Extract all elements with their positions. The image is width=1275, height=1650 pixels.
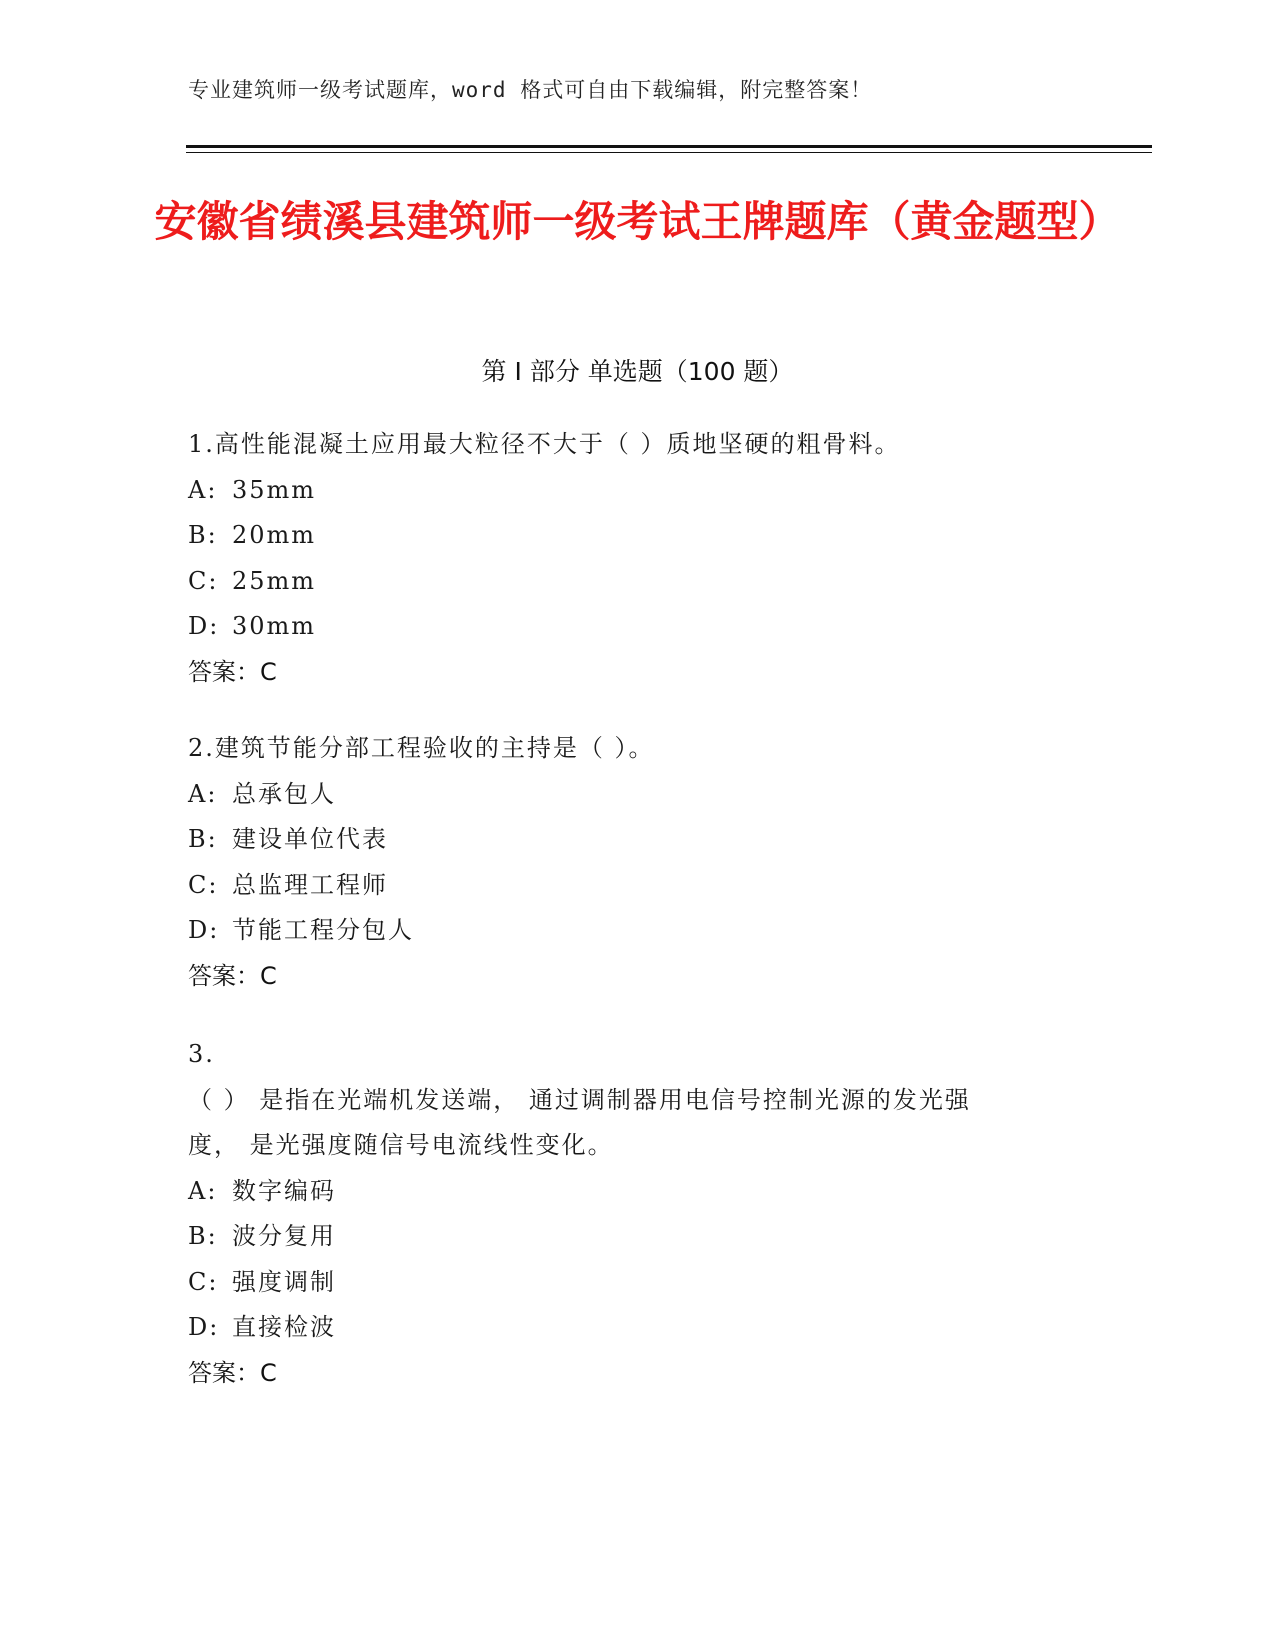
option-key: A: [188, 779, 218, 808]
header-divider-thin [186, 152, 1152, 153]
option-text: 30mm [232, 612, 317, 640]
question-text-line-2: 度， 是光强度随信号电流线性变化。 [188, 1131, 614, 1159]
question-text: 高性能混凝土应用最大粒径不大于（ ）质地坚硬的粗骨料。 [214, 430, 901, 458]
question-3 [188, 1032, 1088, 1396]
option-key: B: [188, 825, 218, 853]
option-key: C: [188, 1267, 219, 1296]
option-key: D: [188, 916, 220, 944]
question-1 [188, 422, 1088, 695]
option-text: 35mm [232, 475, 317, 504]
option-c [188, 863, 1088, 909]
option-c [188, 559, 1088, 605]
question-stem [188, 726, 1088, 772]
option-key: C: [188, 870, 219, 899]
option-c [188, 1260, 1088, 1306]
answer-line: 答案：C [188, 657, 277, 686]
option-d [188, 1305, 1088, 1351]
question-number: 1. [188, 430, 215, 458]
question-stem [188, 422, 1088, 468]
question-text: 建筑节能分部工程验收的主持是（ ）。 [214, 734, 655, 762]
option-text: 总承包人 [232, 779, 336, 808]
option-text: 总监理工程师 [232, 870, 388, 899]
option-key: C: [188, 566, 219, 595]
option-text: 25mm [232, 566, 317, 595]
option-b [188, 1214, 1088, 1260]
option-b [188, 513, 1088, 559]
question-number: 3. [188, 1040, 215, 1068]
header-divider-thick [186, 145, 1152, 148]
question-number: 2. [188, 734, 215, 762]
answer-line: 答案：C [188, 961, 277, 990]
option-key: B: [188, 1222, 218, 1250]
option-key: A: [188, 1176, 218, 1205]
question-text-line-1: （ ） 是指在光端机发送端， 通过调制器用电信号控制光源的发光强 [188, 1085, 971, 1114]
option-key: D: [188, 612, 220, 640]
option-a [188, 772, 1088, 818]
option-key: A: [188, 475, 218, 504]
option-key: B: [188, 521, 218, 549]
section-heading: 第 I 部分 单选题（100 题） [481, 357, 794, 386]
option-key: D: [188, 1313, 220, 1341]
option-d [188, 908, 1088, 954]
option-d [188, 604, 1088, 650]
document-title: 安徽省绩溪县建筑师一级考试王牌题库（黄金题型） [154, 197, 1121, 246]
option-text: 建设单位代表 [232, 825, 388, 853]
option-text: 节能工程分包人 [232, 916, 414, 944]
option-text: 20mm [232, 521, 317, 549]
option-text: 波分复用 [232, 1222, 336, 1250]
option-text: 强度调制 [232, 1267, 336, 1296]
header-note: 专业建筑师一级考试题库，word 格式可自由下载编辑，附完整答案！ [188, 78, 873, 102]
option-b [188, 817, 1088, 863]
option-text: 直接检波 [232, 1313, 336, 1341]
option-a [188, 1169, 1088, 1215]
answer-line: 答案：C [188, 1358, 277, 1387]
question-2 [188, 726, 1088, 999]
option-a [188, 468, 1088, 514]
option-text: 数字编码 [232, 1176, 336, 1205]
